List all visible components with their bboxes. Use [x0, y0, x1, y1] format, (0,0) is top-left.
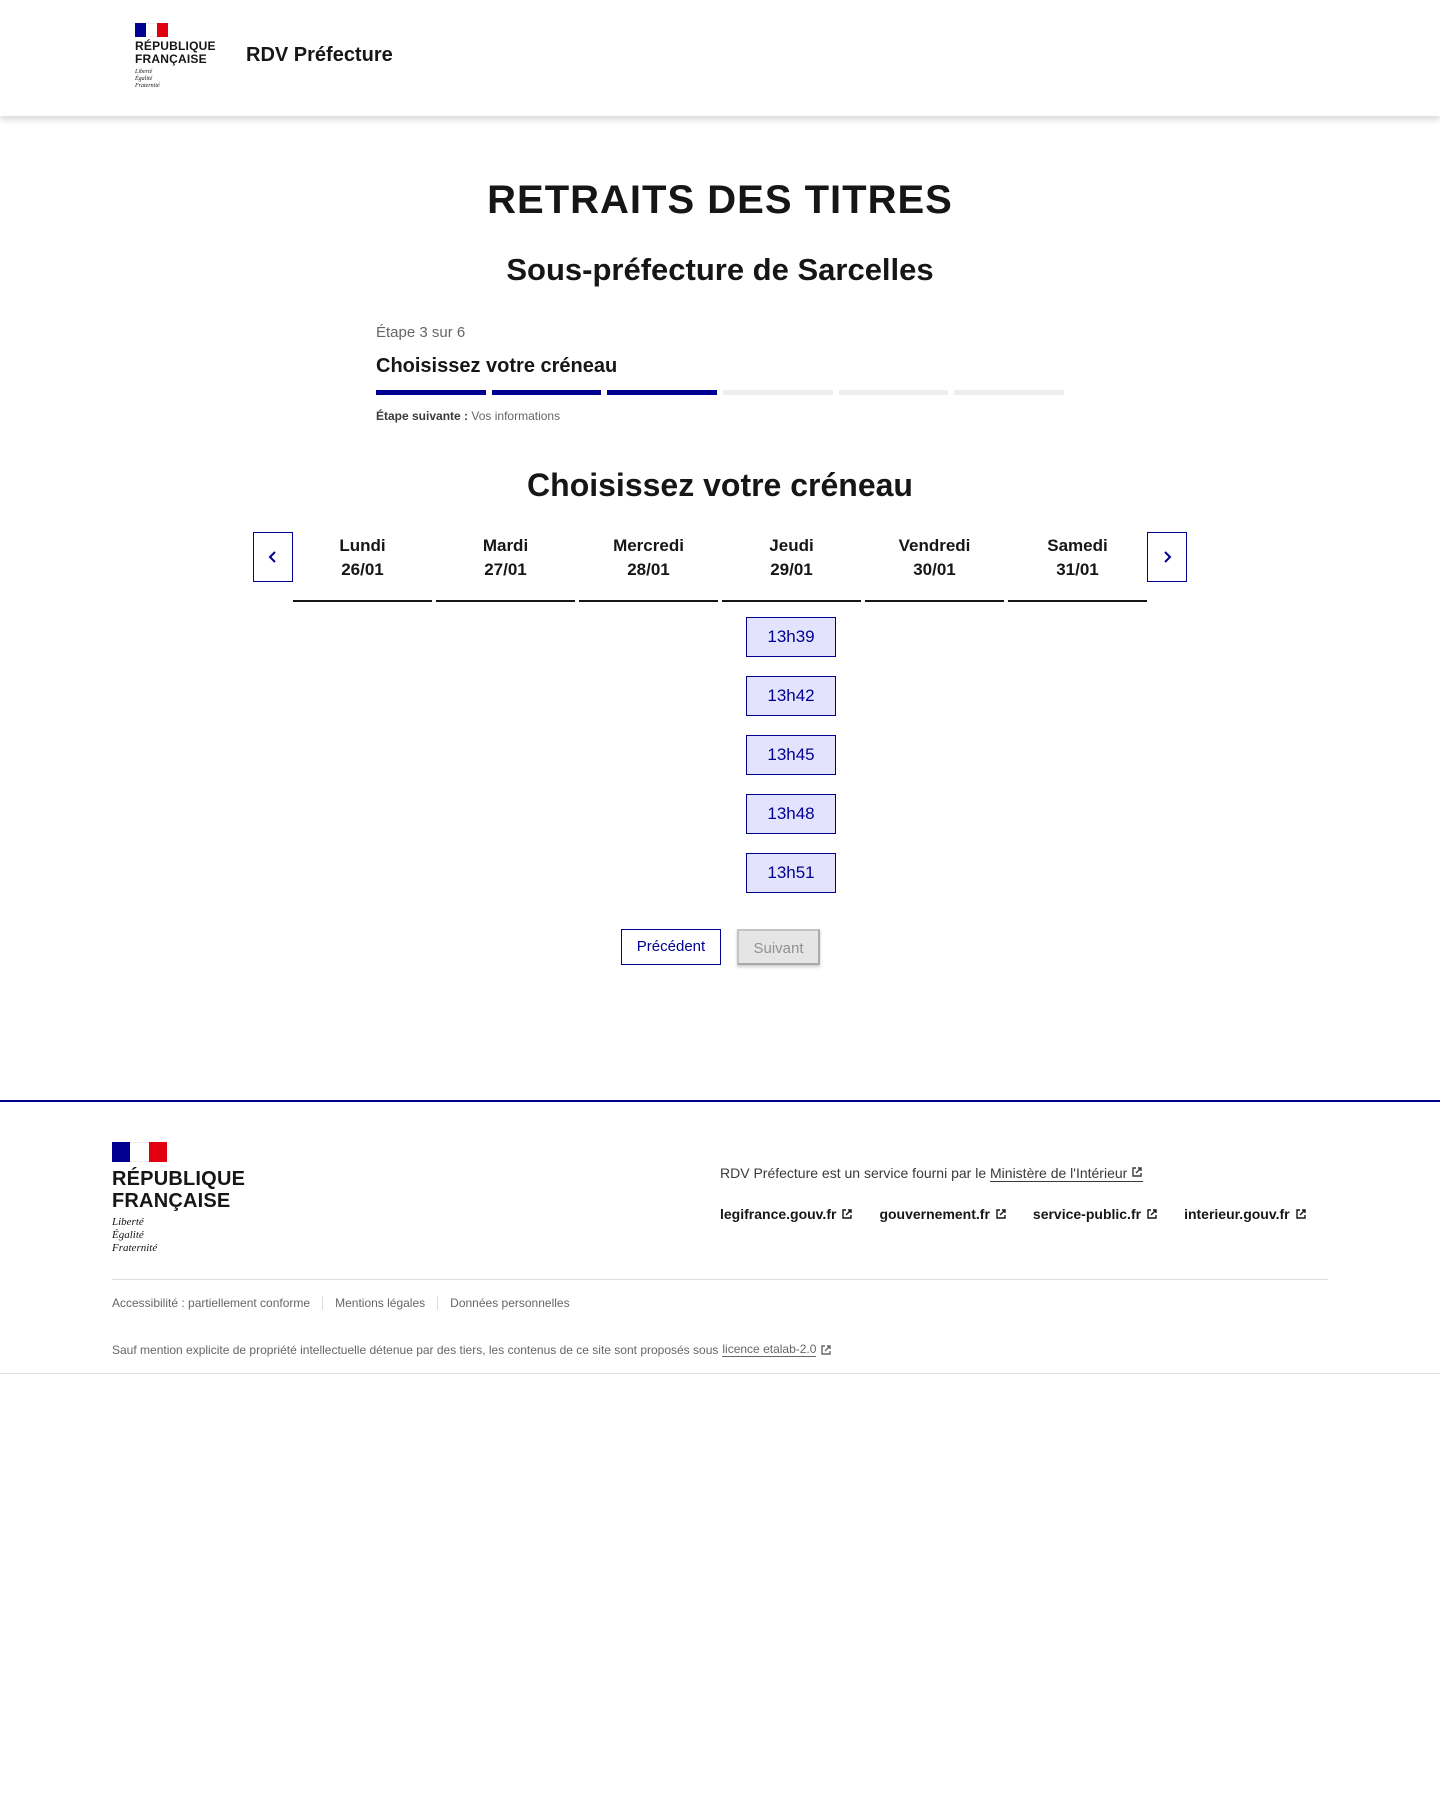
logo-name-line1: RÉPUBLIQUE	[135, 39, 216, 53]
footer-license	[112, 1342, 832, 1357]
page-title: RETRAITS DES TITRES	[487, 178, 953, 222]
step-next-value: Vos informations	[471, 409, 561, 423]
time-slot-button[interactable]: 13h45	[746, 735, 836, 775]
slots-title: Choisissez votre créneau	[527, 467, 913, 503]
footer-link-legifrance[interactable]	[720, 1206, 853, 1222]
external-link-icon	[995, 1208, 1007, 1220]
licence-etalab-label: licence etalab-2.0	[722, 1342, 817, 1356]
logo-name	[135, 40, 215, 66]
days-header	[293, 532, 1147, 602]
day-name: Vendredi	[898, 536, 971, 555]
suivant-button[interactable]: Suivant	[737, 929, 820, 965]
footer-divider	[112, 1279, 1328, 1280]
footer-link-label: legifrance.gouv.fr	[720, 1206, 837, 1222]
step-title: Choisissez votre créneau	[376, 355, 618, 377]
day-date: 31/01	[1056, 560, 1099, 579]
footer-republique-francaise-logo[interactable]	[112, 1142, 245, 1255]
ministere-interieur-link-label: Ministère de l'Intérieur	[990, 1165, 1128, 1181]
footer-link-gouvernement[interactable]	[879, 1206, 1006, 1222]
licence-etalab-link[interactable]	[722, 1342, 816, 1357]
slots-column-jeudi	[746, 617, 836, 912]
next-week-button[interactable]	[1147, 532, 1187, 582]
day-mardi	[436, 532, 575, 602]
footer-desc-text: RDV Préfecture est un service fourni par le	[720, 1165, 987, 1181]
time-slot-button[interactable]: 13h51	[746, 853, 836, 893]
footer-link-label: service-public.fr	[1032, 1206, 1142, 1222]
external-link-icon	[1131, 1166, 1143, 1178]
footer-bottom-link[interactable]: Mentions légales	[322, 1296, 437, 1310]
footer-logo-name-line1: RÉPUBLIQUE	[112, 1168, 246, 1190]
page-subtitle: Sous-préfecture de Sarcelles	[506, 252, 934, 287]
day-date: 29/01	[770, 560, 813, 579]
ministere-interieur-link[interactable]	[990, 1165, 1143, 1182]
footer-bottom-link[interactable]: Données personnelles	[437, 1296, 581, 1310]
time-slot-button[interactable]: 13h48	[746, 794, 836, 834]
chevron-right-icon	[1160, 550, 1174, 564]
logo-name-line2: FRANÇAISE	[135, 52, 207, 66]
footer-link-label: interieur.gouv.fr	[1184, 1206, 1290, 1222]
site-title[interactable]: RDV Préfecture	[246, 44, 393, 66]
step-bar-2	[492, 390, 602, 395]
previous-week-button[interactable]	[253, 532, 293, 582]
step-next	[376, 409, 1064, 423]
day-name: Samedi	[1047, 536, 1108, 555]
footer-bottom-links	[112, 1296, 582, 1310]
french-flag-icon	[135, 23, 168, 37]
chevron-left-icon	[266, 550, 280, 564]
day-date: 28/01	[627, 560, 670, 579]
day-name: Mercredi	[613, 536, 684, 555]
step-bar-5	[839, 390, 949, 395]
republique-francaise-logo[interactable]	[135, 23, 215, 90]
day-name: Mardi	[482, 536, 529, 555]
step-bar-6	[954, 390, 1064, 395]
footer-logo-name-line2: FRANÇAISE	[112, 1190, 231, 1212]
stepper	[376, 324, 1064, 423]
footer-link-interieur[interactable]	[1184, 1206, 1307, 1222]
day-name: Lundi	[339, 536, 386, 555]
footer-link-label: gouvernement.fr	[879, 1206, 990, 1222]
day-date: 27/01	[484, 560, 527, 579]
footer-logo-motto-2: Égalité	[112, 1229, 144, 1241]
logo-motto	[135, 69, 215, 90]
french-flag-icon	[112, 1142, 167, 1162]
footer-logo-motto-3: Fraternité	[112, 1242, 158, 1254]
external-link-icon	[820, 1344, 832, 1356]
site-header	[0, 0, 1440, 116]
step-bar-4	[723, 390, 833, 395]
logo-motto-1: Liberté	[135, 69, 153, 75]
step-bar-3	[607, 390, 717, 395]
step-count: Étape 3 sur 6	[376, 324, 466, 341]
day-jeudi	[722, 532, 861, 602]
day-lundi	[293, 532, 432, 602]
site-footer	[0, 1100, 1440, 1374]
logo-motto-3: Fraternité	[135, 83, 160, 89]
external-link-icon	[841, 1208, 853, 1220]
footer-logo-motto-1: Liberté	[112, 1216, 144, 1228]
footer-logo-motto	[112, 1216, 245, 1255]
license-text: Sauf mention explicite de propriété intellectuelle détenue par des tiers, les contenus de ce site sont proposés sous	[112, 1342, 719, 1357]
time-slot-button[interactable]: 13h42	[746, 676, 836, 716]
day-mercredi	[579, 532, 718, 602]
external-link-icon	[1295, 1208, 1307, 1220]
step-bar-1	[376, 390, 486, 395]
step-progress-bar	[376, 390, 1064, 395]
step-next-label: Étape suivante :	[376, 409, 469, 423]
time-slot-button[interactable]: 13h39	[746, 617, 836, 657]
footer-link-service-public[interactable]	[1033, 1206, 1158, 1222]
external-link-icon	[1146, 1208, 1158, 1220]
day-samedi	[1008, 532, 1147, 602]
precedent-button[interactable]: Précédent	[621, 929, 721, 965]
day-date: 26/01	[341, 560, 384, 579]
day-name: Jeudi	[769, 536, 814, 555]
day-vendredi	[865, 532, 1004, 602]
day-date: 30/01	[913, 560, 956, 579]
footer-bottom-link[interactable]: Accessibilité : partiellement conforme	[112, 1296, 311, 1310]
footer-logo-name	[112, 1168, 245, 1212]
logo-motto-2: Égalité	[135, 76, 153, 82]
footer-description	[720, 1165, 1143, 1181]
footer-links	[720, 1206, 1307, 1222]
